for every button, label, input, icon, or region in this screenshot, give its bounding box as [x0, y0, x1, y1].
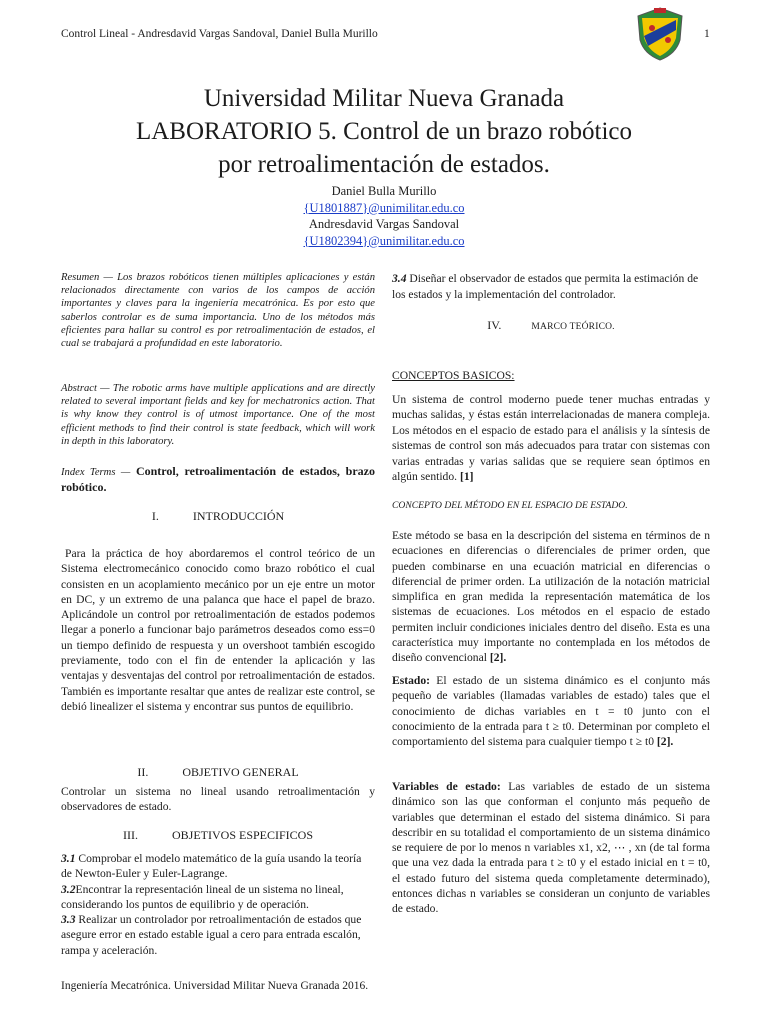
list-item: 3.2Encontrar la representación lineal de un sistema no lineal, considerando los puntos de equilibrio y de operación. — [61, 882, 344, 911]
index-terms-label: Index Terms — — [61, 467, 131, 478]
section-heading-objetivos-especificos: III. OBJETIVOS ESPECIFICOS — [122, 828, 314, 842]
title-line-2: LABORATORIO 5. Control de un brazo robótico — [135, 118, 632, 145]
conceptos-basicos-heading: CONCEPTOS BASICOS: — [392, 369, 515, 382]
resumen-label: Resumen — — [61, 272, 113, 283]
index-terms-text: Control, retroalimentación de estados, brazo robótico. — [61, 464, 375, 494]
list-item: 3.4 Diseñar el observador de estados que permita la estimación de los estados y la implementación del controlador. — [392, 272, 699, 301]
author-email-link[interactable]: {U1801887}@unimilitar.edu.co — [303, 200, 465, 215]
abstract-label: Abstract — — [61, 383, 110, 394]
resumen-text: Los brazos robóticos tienen múltiples aplicaciones y están relacionados directamente con varios de los campos de acción importantes y claves para la ingeniería mecatrónica. Es por esto que saberlos controlar es de suma importancia. Uno de los métodos más eficientes para hallar su control es por retroalimentación de estados, el cual se trabajará a profundidad en este laboratorio. — [61, 272, 376, 350]
page-number: 1 — [704, 28, 710, 40]
university-crest-logo — [634, 6, 686, 62]
resumen-paragraph — [61, 271, 375, 350]
title-line-3: por retroalimentación de estados. — [218, 151, 550, 178]
concepto-metodo-paragraph: Este método se basa en la descripción del sistema en términos de n ecuaciones en diferencias o diferenciales de primer orden, que pueden combinarse en una ecuación matricial en diferencias o diferencial de primer orden. La utilización de la notación matricial simplifica en gran medida la representación matemática de los sistemas de ecuaciones. Los métodos en el espacio de estado permiten incluir condiciones iniciales dentro del diseño. Esta es una característica muy importante no contemplada en los métodos de diseño convencional [2]. — [392, 529, 710, 665]
variables-label: Variables de estado: — [392, 780, 501, 793]
list-item: 3.1 Comprobar el modelo matemático de la guía usando la teoría de Newton-Euler y Euler-Lagrange. — [61, 852, 362, 881]
abstract-paragraph — [61, 382, 375, 448]
section-heading-objetivo-general: II. OBJETIVO GENERAL — [137, 765, 299, 779]
index-terms — [61, 464, 375, 495]
section-heading-introduccion: I. INTRODUCCIÓN — [151, 509, 285, 523]
abstract-text: The robotic arms have multiple applications and are directly related to several important fields and key for mechatronics action. That is why know they control is of utmost importance. One of the most efficient methods to find their control is state feedback, which will work in depth in this laboratory. — [61, 383, 375, 447]
running-header: Control Lineal - Andresdavid Vargas Sandoval, Daniel Bulla Murillo — [61, 28, 378, 40]
citation: [1] — [459, 470, 474, 484]
estado-label: Estado: — [392, 674, 431, 687]
conceptos-paragraph: Un sistema de control moderno puede tener muchas entradas y muchas salidas, y éstas están interrelacionadas de manera compleja. Los métodos en el espacio de estado para el análisis y la síntesis de sistemas de control son más adecuados para tratar con sistemas con varias entradas y varias salidas que se requiere sean óptimos en algún sentido. [1] — [392, 393, 710, 484]
section-heading-marco-teorico: IV. MARCO TEÓRICO. — [487, 318, 615, 332]
variables-paragraph: Variables de estado: Las variables de estado de un sistema dinámico son las que conforman el conjunto más pequeño de variables que determinan el estado del sistema dinámico. Si para describir en su totalidad el comportamiento de un sistema dinámico se requiere de por lo menos n variables x1, x2, ⋯ , xn (de tal forma que una vez dada la entrada para t ≥ t0 y el estado inicial en t = t0, el estado futuro del sistema queda completamente determinado), entonces dichas n variables se consideran un conjunto de variables de estado. — [392, 780, 710, 916]
citation: [2]. — [656, 735, 674, 749]
citation: [2]. — [489, 651, 507, 665]
intro-paragraph: Para la práctica de hoy abordaremos el control teórico de un Sistema electromecánico conocido como brazo robótico el cual consisten en un acoplamiento mecánico por un eje entre un motor en DC, y un extremo de una palanca que hace el papel de brazo. Aplicándole un control por retroalimentación de estados podemos llegar a ponerlo a funcionar bajo parámetros deseados como ess=0 un tiempo definido de respuesta y un overshoot también escogido previamente, todo con el fin de entender la aplicación y las ventajas y desventajas del control por retroalimentación de estados. También es importante resaltar que antes de realizar este control, se debió linealizer el sistema y encontrar sus puntos de equilibrio. — [61, 547, 375, 713]
estado-paragraph: Estado: El estado de un sistema dinámico es el conjunto más pequeño de variables (llamadas variables de estado) tales que el conocimiento de dichas variables en t = t0 junto con el conocimiento de la entrada para t ≥ t0. Determinan por completo el comportamiento del sistema para cualquier tiempo t ≥ t0 [2]. — [392, 674, 710, 749]
paper-title — [0, 82, 768, 181]
author-name: Daniel Bulla Murillo — [331, 184, 437, 198]
page-footer: Ingeniería Mecatrónica. Universidad Militar Nueva Granada 2016. — [61, 980, 369, 992]
author-block — [0, 183, 768, 249]
objetivo-general-paragraph: Controlar un sistema no lineal usando retroalimentación y observadores de estado. — [61, 785, 375, 813]
objetivos-list — [61, 851, 375, 958]
author-name: Andresdavid Vargas Sandoval — [308, 217, 460, 231]
concepto-metodo-heading: CONCEPTO DEL MÉTODO EN EL ESPACIO DE ESTADO. — [392, 500, 628, 511]
author-email-link[interactable]: {U1802394}@unimilitar.edu.co — [303, 233, 465, 248]
list-item: 3.3 Realizar un controlador por retroalimentación de estados que asegure error en estado estable igual a cero para entrada escalón, rampa y aceleración. — [61, 913, 362, 957]
title-line-1: Universidad Militar Nueva Granada — [203, 85, 565, 112]
